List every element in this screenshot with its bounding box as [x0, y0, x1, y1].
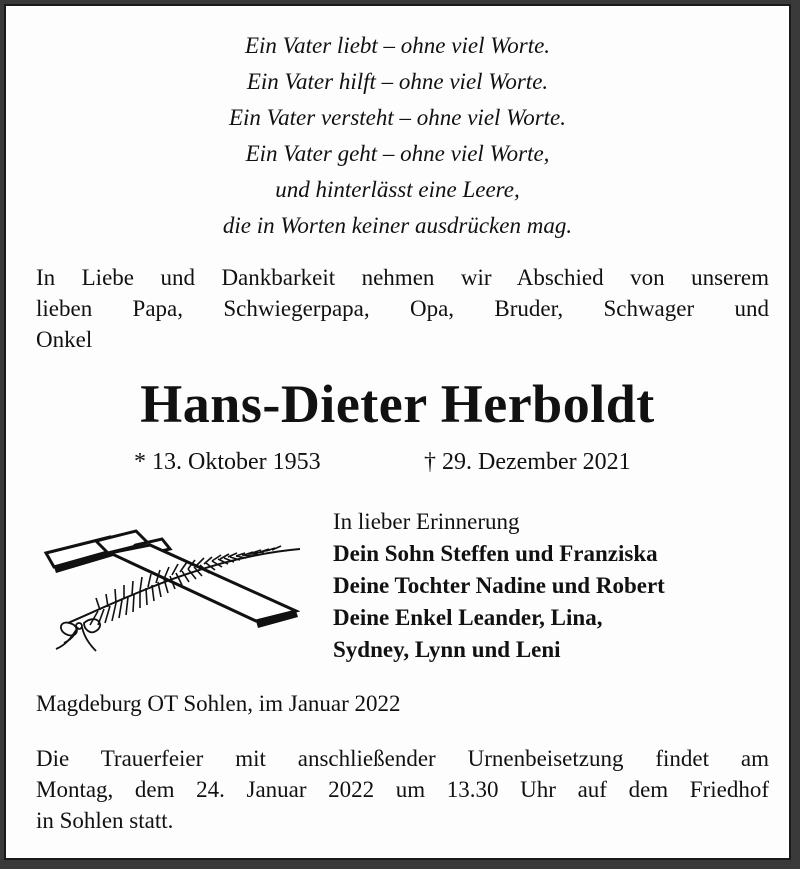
deceased-name: Hans-Dieter Herboldt [140, 374, 655, 434]
mourner-line: Sydney, Lynn und Leni [333, 637, 561, 662]
funeral-info [36, 743, 769, 836]
place-and-date: Magdeburg OT Sohlen, im Januar 2022 [36, 691, 401, 716]
poem-line: und hinterlässt eine Leere, [275, 177, 520, 202]
intro-line: Onkel [36, 327, 93, 352]
poem-line: Ein Vater geht – ohne viel Worte, [245, 141, 550, 166]
funeral-line: in Sohlen statt. [36, 808, 174, 833]
intro-line: lieben Papa, Schwiegerpapa, Opa, Bruder, Schwager und [36, 296, 769, 321]
poem-line: Ein Vater hilft – ohne viel Worte. [246, 69, 549, 94]
mourner-line: Deine Tochter Nadine und Robert [333, 573, 665, 598]
poem [6, 28, 789, 244]
birth-date: * 13. Oktober 1953 [134, 449, 321, 475]
mourner-line: Deine Enkel Leander, Lina, [333, 605, 603, 630]
funeral-line: Montag, dem 24. Januar 2022 um 13.30 Uhr auf dem Friedhof [36, 777, 769, 802]
poem-line: Ein Vater versteht – ohne viel Worte. [228, 105, 567, 130]
funeral-line: Die Trauerfeier mit anschließender Urnenbeisetzung findet am [36, 746, 769, 771]
death-date: † 29. Dezember 2021 [424, 449, 631, 475]
obituary-notice [4, 4, 791, 860]
poem-line: die in Worten keiner ausdrücken mag. [222, 213, 573, 238]
mourners-heading: In lieber Erinnerung [333, 509, 520, 534]
farewell-intro [36, 262, 769, 355]
cross-with-palm-branch-icon [38, 527, 300, 655]
intro-line: In Liebe und Dankbarkeit nehmen wir Abschied von unserem [36, 265, 769, 290]
mourner-line: Dein Sohn Steffen und Franziska [333, 541, 658, 566]
poem-line: Ein Vater liebt – ohne viel Worte. [244, 33, 551, 58]
mourners-list [333, 506, 665, 666]
